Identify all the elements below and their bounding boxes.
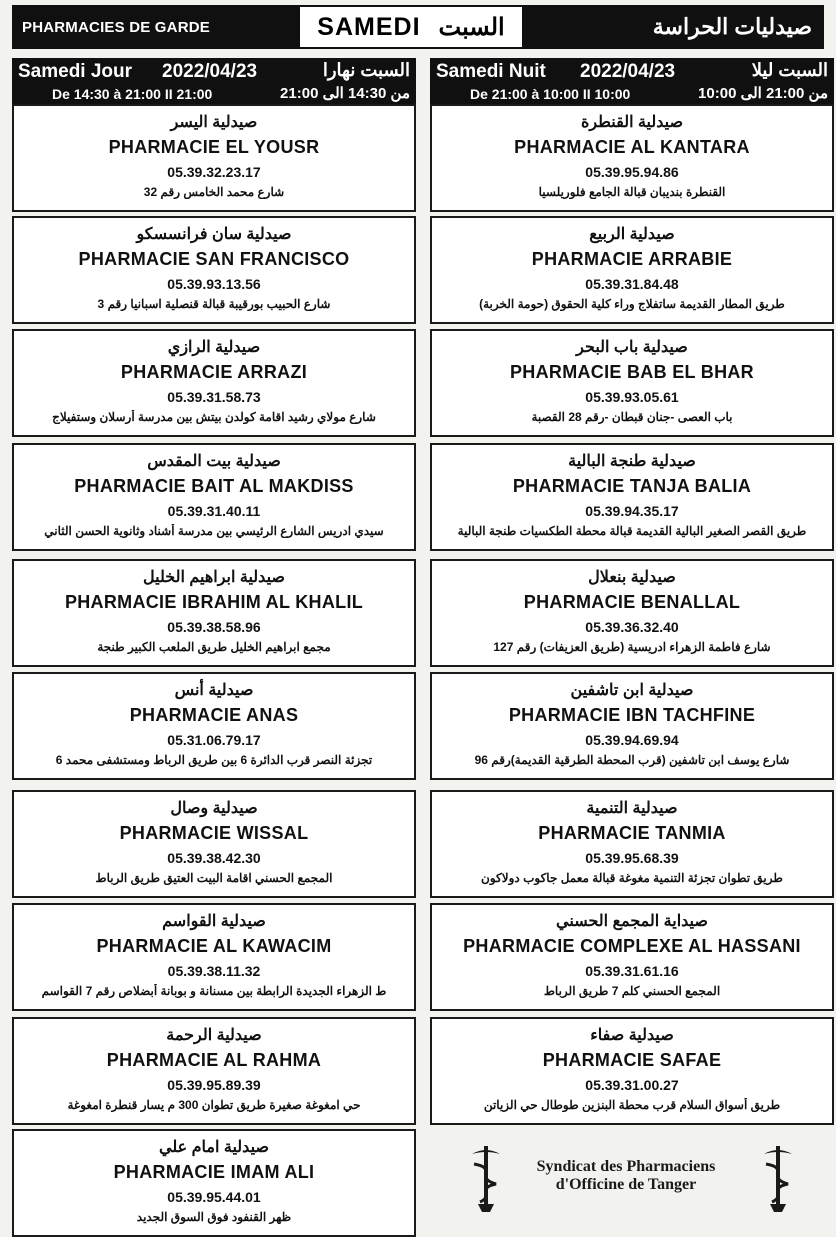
pharmacy-phone: 05.39.31.58.73 [167, 389, 261, 405]
pharmacy-address: شارع محمد الخامس رقم 32 [143, 185, 285, 199]
pharmacy-name-fr: PHARMACIE BAB EL BHAR [510, 362, 754, 382]
pharmacy-name-ar: صيدلية باب البحر [576, 339, 688, 356]
pharmacy-name-fr: PHARMACIE AL KANTARA [514, 137, 750, 157]
pharmacy-phone: 05.31.06.79.17 [167, 732, 261, 748]
pharmacy-phone: 05.39.93.05.61 [585, 389, 679, 405]
pharmacy-name-ar: صيدلية وصال [170, 800, 258, 817]
pharmacy-name-fr: PHARMACIE IMAM ALI [113, 1162, 315, 1182]
pharmacy-name-ar: صيدلية بنعلال [588, 569, 676, 586]
syndicate-name [516, 1158, 736, 1194]
pharmacy-name-fr: PHARMACIE AL RAHMA [106, 1050, 322, 1070]
pharmacy-name-ar: صيدلية امام علي [159, 1139, 269, 1156]
pharmacy-card [12, 329, 416, 437]
pharmacy-name-ar: صيدلية الربيع [589, 226, 675, 243]
pharmacy-card [12, 903, 416, 1011]
pharmacy-address: حي امغوغة صغيرة طريق تطوان 300 م يسار قنطرة امغوغة [67, 1098, 361, 1112]
syndicate-logo [460, 1140, 820, 1220]
pharmacy-card [430, 216, 834, 324]
day-label-fr: Samedi Jour [18, 61, 133, 82]
pharmacy-name-fr: PHARMACIE BENALLAL [523, 592, 741, 612]
caduceus-icon-left [464, 1144, 508, 1216]
pharmacy-name-fr: PHARMACIE TANJA BALIA [512, 476, 752, 496]
pharmacy-name-ar: صيدلية التنمية [586, 800, 678, 817]
pharmacy-card [430, 672, 834, 780]
top-banner [12, 5, 824, 49]
pharmacy-card [430, 903, 834, 1011]
pharmacy-name-ar: صيدلية ابراهيم الخليل [143, 569, 285, 586]
pharmacy-name-ar: صيدلية طنجة البالية [568, 453, 696, 470]
pharmacy-name-fr: PHARMACIE COMPLEXE AL HASSANI [463, 936, 801, 956]
day-hours-fr: De 14:30 à 21:00 II 21:00 [52, 86, 213, 102]
night-hours-ar: من 21:00 الى 10:00 [698, 85, 828, 102]
pharmacy-phone: 05.39.31.61.16 [585, 963, 679, 979]
pharmacy-name-fr: PHARMACIE AL KAWACIM [96, 936, 332, 956]
pharmacy-card [12, 672, 416, 780]
pharmacy-name-fr: PHARMACIE WISSAL [119, 823, 309, 843]
pharmacy-address: سيدي ادريس الشارع الرئيسي بين مدرسة أشناد وثانوية الحسن الثاني [44, 524, 384, 538]
caduceus-icon-right [756, 1144, 800, 1216]
pharmacy-phone: 05.39.32.23.17 [167, 164, 261, 180]
pharmacy-card [12, 104, 416, 212]
day-box [298, 5, 524, 49]
pharmacy-card [12, 559, 416, 667]
pharmacy-phone: 05.39.93.13.56 [167, 276, 261, 292]
night-column-header [430, 58, 834, 106]
pharmacy-phone: 05.39.31.40.11 [167, 503, 261, 519]
pharmacy-name-fr: PHARMACIE SAFAE [542, 1050, 722, 1070]
pharmacy-phone: 05.39.31.00.27 [585, 1077, 679, 1093]
pharmacy-phone: 05.39.95.89.39 [167, 1077, 261, 1093]
pharmacy-name-fr: PHARMACIE SAN FRANCISCO [78, 249, 350, 269]
pharmacy-address: المجمع الحسني اقامة البيت العتيق طريق الرباط [95, 871, 333, 885]
pharmacy-address: شارع يوسف ابن تاشفين (قرب المحطة الطرقية القديمة)رقم 96 [474, 753, 790, 767]
pharmacy-card [12, 790, 416, 898]
pharmacy-address: شارع الحبيب بورقيبة قبالة قنصلية اسبانيا رقم 3 [97, 297, 331, 311]
pharmacy-card [12, 1129, 416, 1237]
pharmacy-name-ar: صيدلية القواسم [162, 913, 266, 930]
pharmacy-address: تجزئة النصر قرب الدائرة 6 بين طريق الرباط ومستشفى محمد 6 [55, 753, 373, 767]
pharmacy-address: طريق المطار القديمة ساتفلاج وراء كلية الحقوق (حومة الخربة) [479, 297, 785, 311]
pharmacy-phone: 05.39.31.84.48 [585, 276, 679, 292]
pharmacy-card [430, 559, 834, 667]
day-hours-ar: من 14:30 الى 21:00 [280, 85, 410, 102]
night-label-fr: Samedi Nuit [436, 61, 546, 82]
banner-title-ar: صيدليات الحراسة [652, 14, 812, 39]
pharmacy-address: شارع فاطمة الزهراء ادريسية (طريق العزيفات) رقم 127 [493, 640, 771, 654]
banner-title-fr: PHARMACIES DE GARDE [22, 18, 210, 36]
pharmacy-address: ظهر القنفود فوق السوق الجديد [136, 1210, 292, 1224]
pharmacy-address: طريق تطوان تجزئة التنمية مغوغة قبالة معمل جاكوب دولاكون [481, 871, 783, 885]
pharmacy-phone: 05.39.36.32.40 [585, 619, 679, 635]
pharmacy-name-fr: PHARMACIE IBN TACHFINE [508, 705, 756, 725]
pharmacy-name-fr: PHARMACIE EL YOUSR [108, 137, 320, 157]
pharmacy-card [12, 443, 416, 551]
pharmacy-name-ar: صيدلية أنس [174, 682, 254, 699]
night-date: 2022/04/23 [580, 61, 676, 82]
day-fr: SAMEDI [317, 12, 421, 41]
pharmacy-name-ar: صيدلية بيت المقدس [147, 453, 281, 470]
day-label-ar: السبت نهارا [322, 60, 410, 80]
pharmacy-name-ar: صيدلية ابن تاشفين [570, 682, 694, 699]
pharmacy-phone: 05.39.95.44.01 [167, 1189, 261, 1205]
pharmacy-name-ar: صيداية المجمع الحسني [556, 913, 708, 930]
pharmacy-card [430, 790, 834, 898]
pharmacy-name-fr: PHARMACIE ARRABIE [531, 249, 733, 269]
pharmacy-name-ar: صيدلية الرحمة [166, 1027, 262, 1044]
pharmacy-card [430, 1017, 834, 1125]
pharmacy-name-ar: صيدلية اليسر [170, 114, 258, 131]
pharmacy-address: طريق القصر الصغير البالية القديمة قبالة محطة الطكسيات طنجة البالية [457, 524, 807, 538]
pharmacy-phone: 05.39.94.35.17 [585, 503, 679, 519]
pharmacy-card [430, 443, 834, 551]
syndicate-line1: Syndicat des Pharmaciens [536, 1158, 716, 1175]
pharmacy-address: المجمع الحسني كلم 7 طريق الرباط [543, 984, 721, 998]
pharmacy-phone: 05.39.38.11.32 [167, 963, 261, 979]
pharmacy-address: باب العصى -جنان قبطان -رقم 28 القصبة [531, 410, 733, 424]
pharmacy-card [430, 104, 834, 212]
pharmacy-address: مجمع ابراهيم الخليل طريق الملعب الكبير طنجة [97, 640, 331, 654]
pharmacy-name-fr: PHARMACIE ANAS [129, 705, 299, 725]
pharmacy-phone: 05.39.38.58.96 [167, 619, 261, 635]
pharmacy-address: ط الزهراء الجديدة الرابطة بين مسنانة و بوبانة أبضلاص رقم 7 القواسم [41, 984, 387, 998]
day-column-header [12, 58, 416, 106]
pharmacy-name-fr: PHARMACIE TANMIA [538, 823, 726, 843]
syndicate-line2: d'Officine de Tanger [555, 1176, 697, 1193]
pharmacy-address: القنطرة بنديبان قبالة الجامع فلوريلسيا [538, 185, 726, 199]
night-hours-fr: De 21:00 à 10:00 II 10:00 [470, 86, 631, 102]
pharmacy-phone: 05.39.38.42.30 [167, 850, 261, 866]
pharmacy-name-fr: PHARMACIE ARRAZI [120, 362, 308, 382]
pharmacy-address: طريق أسواق السلام قرب محطة البنزين طوطال حي الزياتن [483, 1098, 781, 1112]
pharmacy-card [12, 1017, 416, 1125]
pharmacy-phone: 05.39.95.68.39 [585, 850, 679, 866]
night-label-ar: السبت ليلا [751, 60, 828, 80]
pharmacy-name-ar: صيدلية سان فرانسسكو [136, 226, 292, 243]
pharmacy-name-fr: PHARMACIE IBRAHIM AL KHALIL [64, 592, 364, 612]
pharmacy-name-ar: صيدلية صفاء [590, 1027, 674, 1044]
pharmacy-phone: 05.39.95.94.86 [585, 164, 679, 180]
pharmacy-card [430, 329, 834, 437]
pharmacy-address: شارع مولاي رشيد اقامة كولدن بيتش بين مدرسة أرسلان وستفيلاج [52, 410, 376, 424]
pharmacy-phone: 05.39.94.69.94 [585, 732, 679, 748]
pharmacy-name-fr: PHARMACIE BAIT AL MAKDISS [74, 476, 354, 496]
pharmacy-name-ar: صيدلية الرازي [167, 339, 261, 356]
pharmacy-name-ar: صيدلية القنطرة [580, 114, 684, 131]
pharmacy-card [12, 216, 416, 324]
day-date: 2022/04/23 [162, 61, 258, 82]
day-ar: السبت [438, 13, 505, 41]
